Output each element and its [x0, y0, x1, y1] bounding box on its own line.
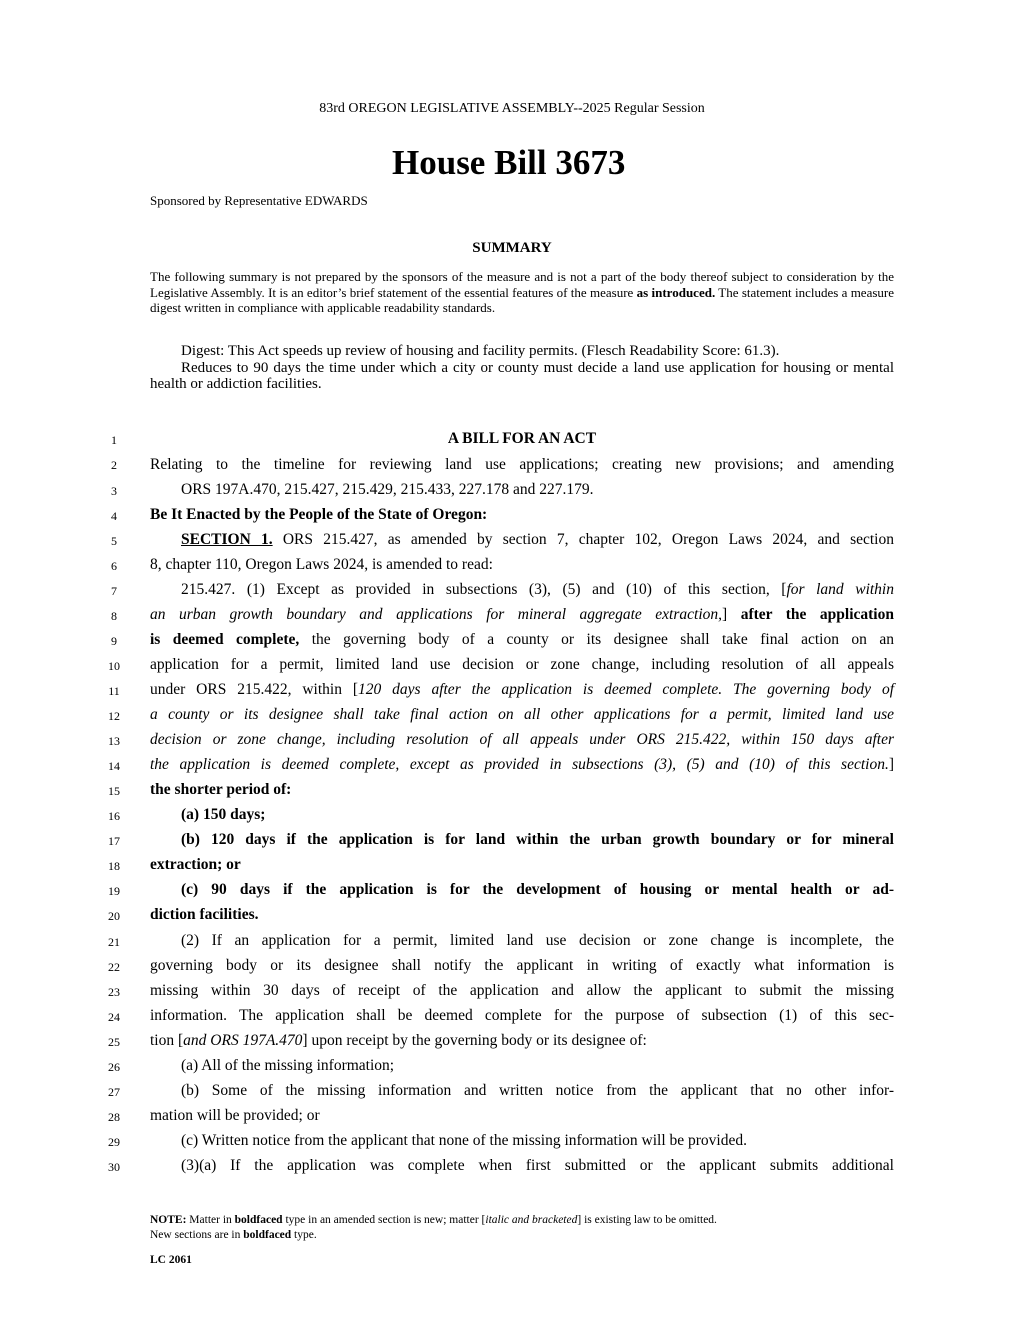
bill-line [150, 756, 894, 774]
summary-paragraph [150, 269, 894, 316]
deleted-text: for land within [786, 581, 894, 598]
line-number: 15 [108, 784, 120, 798]
bill-line: application for a permit, limited land use decision or zone change, including resolution of all appeals [150, 656, 894, 673]
line-number: 17 [108, 834, 120, 848]
line-number: 30 [108, 1160, 120, 1174]
bill-line: 8, chapter 110, Oregon Laws 2024, is amended to read: [150, 556, 493, 573]
bill-line [150, 831, 894, 849]
digest-detail: Reduces to 90 days the time under which a city or county must decide a land use application for housing or mental health or addiction facilities. [150, 359, 894, 392]
bill-line-text: under ORS 215.422, within [ [150, 681, 359, 698]
line-number: 7 [111, 584, 117, 598]
line-number: 18 [108, 859, 120, 873]
line-number: 6 [111, 559, 117, 573]
new-text: the shorter period of: [150, 781, 292, 798]
summary-heading: SUMMARY [472, 240, 552, 256]
bill-line-text: 215.427. (1) Except as provided in subsections (3), (5) and (10) of this section, [ [181, 581, 787, 598]
new-text: (a) 150 days; [181, 806, 266, 823]
summary-text-end: The statement includes a measure digest written in compliance with applicable readability standards. [150, 284, 895, 315]
lc-number: LC 2061 [150, 1254, 192, 1266]
new-text: (b) 120 days if the application is for land within the urban growth boundary or for mineral [181, 831, 894, 848]
bracket-text: ] [722, 606, 741, 623]
bill-line: (a) All of the missing information; [181, 1057, 395, 1074]
new-text: extraction; or [150, 856, 241, 873]
new-text: after the application [740, 606, 894, 623]
note-text: Matter in [186, 1214, 235, 1226]
line-number: 3 [111, 484, 117, 498]
bill-line [150, 906, 894, 924]
bill-line-text: the governing body of a county or its designee shall take final action on an [299, 631, 894, 648]
bill-line: (b) Some of the missing information and written notice from the applicant that no other infor- [181, 1082, 894, 1099]
note-label: NOTE: [150, 1214, 187, 1226]
line-number: 23 [108, 985, 120, 999]
line-number: 19 [108, 884, 120, 898]
note-bold-text: boldfaced [243, 1229, 292, 1241]
bill-line: missing within 30 days of receipt of the application and allow the applicant to submit the missing [150, 982, 894, 999]
bill-line: information. The application shall be deemed complete for the purpose of subsection (1) of this sec- [150, 1007, 894, 1024]
bill-line [150, 731, 894, 749]
line-number: 20 [108, 909, 120, 923]
sponsor-line: Sponsored by Representative EDWARDS [150, 193, 368, 208]
bill-line [150, 881, 894, 899]
line-number: 25 [108, 1035, 120, 1049]
line-number: 14 [108, 759, 120, 773]
bill-title: House Bill 3673 [392, 143, 626, 182]
line-number: 12 [108, 709, 120, 723]
bill-line [150, 531, 894, 549]
new-text: diction facilities. [150, 906, 259, 923]
deleted-text: and ORS 197A.470 [183, 1032, 303, 1049]
note-text: type in an amended section is new; matter [ [282, 1214, 486, 1226]
deleted-text: decision or zone change, including resolution of all appeals under ORS 215.422, within 150 days after [150, 731, 894, 748]
line-number: 2 [111, 458, 117, 472]
bill-line [150, 706, 894, 724]
bill-heading-text: A BILL FOR AN ACT [447, 430, 597, 447]
bill-line [150, 606, 894, 624]
line-number: 24 [108, 1010, 120, 1024]
bill-line [150, 806, 894, 824]
deleted-text: an urban growth boundary and applications for mineral aggregate extraction, [150, 606, 723, 623]
line-number: 21 [108, 935, 120, 949]
footer-note [150, 1213, 717, 1243]
bill-line: (c) Written notice from the applicant that none of the missing information will be provided. [181, 1132, 747, 1149]
line-number: 27 [108, 1085, 120, 1099]
deleted-text: a county or its designee shall take final action on all other applications for a permit, limited land use [150, 706, 894, 723]
line-number: 11 [108, 684, 120, 698]
enacting-clause-text: Be It Enacted by the People of the State of Oregon: [150, 506, 488, 523]
bracket-text: ] [888, 756, 894, 773]
line-number: 26 [108, 1060, 120, 1074]
digest-text: Digest: This Act speeds up review of housing and facility permits. (Flesch Readability Score: 61.3). [181, 343, 780, 359]
session-header: 83rd OREGON LEGISLATIVE ASSEMBLY--2025 Regular Session [319, 101, 705, 116]
summary-text: The following summary is not prepared by the sponsors of the measure and is not a part of the body thereof subject to consideration by the Legislative Assembly. It is an editor’s brief statement of the essential features of the measure [150, 269, 894, 300]
note-text: New sections are in [150, 1229, 244, 1241]
note-bold-text: boldfaced [234, 1214, 283, 1226]
bill-line [150, 631, 894, 649]
new-text: (c) 90 days if the application is for the development of housing or mental health or ad- [181, 881, 894, 898]
line-number: 10 [108, 659, 120, 673]
note-italic-text: italic and bracketed [485, 1214, 578, 1226]
bill-heading [150, 430, 894, 448]
bill-line-text: ] upon receipt by the governing body or its designee of: [302, 1032, 647, 1049]
bill-line [150, 581, 894, 599]
note-text: type. [291, 1229, 317, 1241]
deleted-text: 120 days after the application is deemed complete. The governing body of [358, 681, 894, 698]
bill-line-text: tion [ [150, 1032, 184, 1049]
line-number: 29 [108, 1135, 120, 1149]
line-number: 5 [111, 534, 117, 548]
bill-line [150, 856, 894, 874]
bill-line-text: ORS 215.427, as amended by section 7, chapter 102, Oregon Laws 2024, and section [272, 531, 894, 548]
line-number: 8 [111, 609, 117, 623]
new-text: is deemed complete, [150, 631, 300, 648]
bill-line: (3)(a) If the application was complete when first submitted or the applicant submits additional [181, 1157, 894, 1174]
line-number: 22 [108, 960, 120, 974]
bill-line: ORS 197A.470, 215.427, 215.429, 215.433, 227.178 and 227.179. [181, 481, 594, 498]
line-number: 13 [108, 734, 120, 748]
section-heading: SECTION 1. [181, 531, 273, 548]
line-number: 16 [108, 809, 120, 823]
summary-bold-text: as introduced. [636, 284, 716, 300]
bill-line [150, 1032, 894, 1050]
bill-line [150, 681, 894, 699]
bill-line: Relating to the timeline for reviewing land use applications; creating new provisions; and amending [150, 456, 894, 473]
line-number: 1 [111, 433, 117, 447]
deleted-text: the application is deemed complete, except as provided in subsections (3), (5) and (10) of this section. [150, 756, 889, 773]
bill-line: mation will be provided; or [150, 1107, 320, 1124]
bill-line [150, 781, 894, 799]
bill-line: (2) If an application for a permit, limited land use decision or zone change is incomplete, the [181, 932, 894, 949]
note-text: ] is existing law to be omitted. [577, 1214, 717, 1226]
enacting-clause [150, 506, 894, 524]
bill-line: governing body or its designee shall notify the applicant in writing of exactly what information is [150, 957, 894, 974]
line-number: 4 [111, 509, 117, 523]
line-number: 9 [111, 634, 117, 648]
digest-block [150, 343, 894, 393]
line-number: 28 [108, 1110, 120, 1124]
